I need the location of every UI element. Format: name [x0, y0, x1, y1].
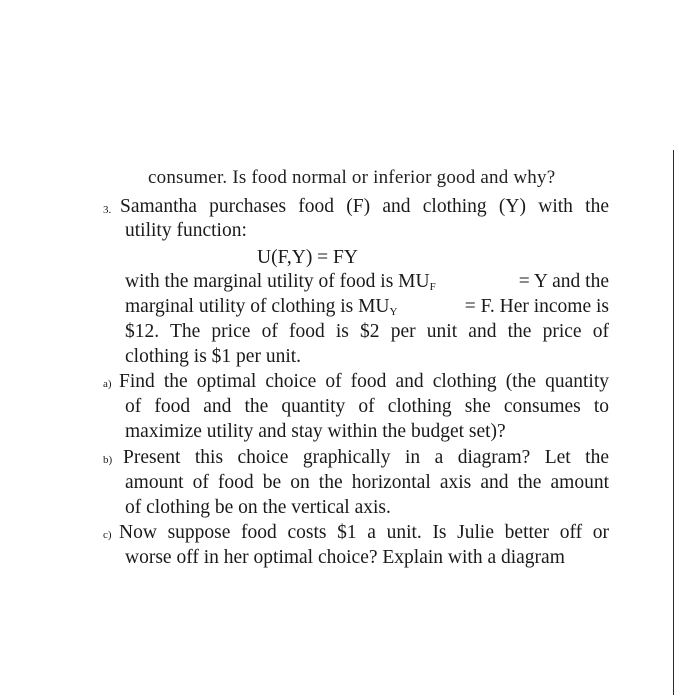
part-c-marker: c): [103, 529, 112, 541]
mu-clothing-text: marginal utility of clothing is $MU_Y$: [125, 296, 398, 318]
question-line-5: $12. The price of food is $2 per unit and the price of: [125, 321, 609, 342]
mu-clothing-rest: = F. Her income is: [459, 296, 609, 317]
part-b-line-3: of clothing be on the vertical axis.: [125, 497, 391, 518]
page-edge-rule: [673, 150, 674, 695]
question-line-4: [125, 295, 609, 319]
utility-formula: U(F,Y) = FY: [257, 247, 358, 268]
question-line-1: Samantha purchases food (F) and clothing (Y) with the: [120, 196, 609, 217]
question-line-6: clothing is $1 per unit.: [125, 346, 302, 367]
cut-off-previous-line: consumer. Is food normal or inferior good and why?: [148, 167, 556, 188]
part-a-marker: a): [103, 378, 112, 390]
part-a-line-1: Find the optimal choice of food and clothing (the quantity: [119, 371, 609, 392]
mu-food-rest: = Y and the: [513, 271, 609, 292]
part-b-marker: b): [103, 454, 113, 466]
part-c-line-2: worse off in her optimal choice? Explain with a diagram: [125, 547, 565, 568]
part-a-line-3: maximize utility and stay within the budget set)?: [125, 421, 506, 442]
part-b-line-2: amount of food be on the horizontal axis and the amount: [125, 472, 609, 493]
part-c-line-1: Now suppose food costs $1 a unit. Is Julie better off or: [119, 522, 609, 543]
question-number: 3.: [103, 204, 112, 216]
question-line-3: [125, 270, 609, 294]
mu-food-text: with the marginal utility of food is $MU_F$: [125, 271, 436, 293]
part-b-line-1: Present this choice graphically in a diagram? Let the: [123, 447, 609, 468]
question-line-2: utility function:: [125, 220, 247, 241]
part-a-line-2: of food and the quantity of clothing she consumes to: [125, 396, 609, 417]
